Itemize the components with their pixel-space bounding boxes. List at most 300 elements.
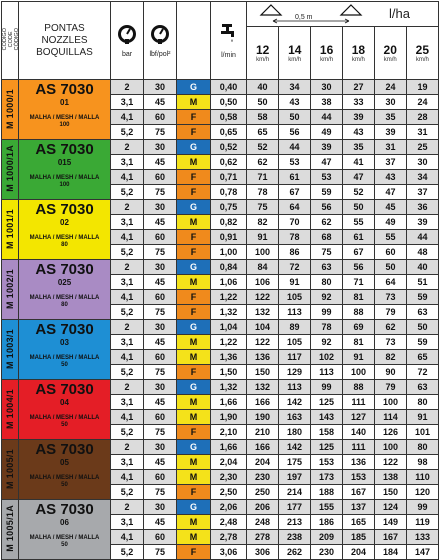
table-row [2, 260, 439, 275]
application-rate: 55 [375, 230, 407, 245]
application-rate: 186 [311, 515, 343, 530]
pressure-psi: 45 [144, 455, 177, 470]
speed-header-table [247, 27, 438, 79]
application-rate: 122 [247, 335, 279, 350]
droplet-class: M [177, 215, 211, 230]
application-rate: 197 [279, 470, 311, 485]
flow-rate: 1,22 [211, 290, 247, 305]
application-rate: 72 [407, 365, 439, 380]
application-rate: 31 [375, 140, 407, 155]
nozzle-sub: 01 [60, 98, 69, 107]
pressure-bar: 3,1 [111, 455, 144, 470]
droplet-class: F [177, 245, 211, 260]
flow-rate: 2,48 [211, 515, 247, 530]
application-rate: 65 [247, 125, 279, 140]
pressure-psi: 45 [144, 275, 177, 290]
pressure-bar: 5,2 [111, 425, 144, 440]
title-pt: PONTAS [44, 22, 85, 34]
pressure-psi-header [144, 2, 177, 80]
application-rate: 177 [279, 500, 311, 515]
application-rate: 125 [311, 395, 343, 410]
application-rate: 78 [311, 320, 343, 335]
application-rate: 28 [407, 110, 439, 125]
pressure-bar: 2 [111, 260, 144, 275]
droplet-class: G [177, 260, 211, 275]
application-rate: 39 [375, 125, 407, 140]
application-rate: 150 [247, 365, 279, 380]
droplet-class: G [177, 380, 211, 395]
application-rate: 190 [247, 410, 279, 425]
nozzle-name [19, 140, 111, 200]
speed-col-5: 20 km/h [374, 27, 406, 79]
nozzle-code-label: M 1002/1 [5, 268, 15, 309]
pressure-psi: 60 [144, 290, 177, 305]
application-rate: 122 [375, 455, 407, 470]
table-row [2, 320, 439, 335]
application-rate: 49 [375, 215, 407, 230]
pressure-psi: 60 [144, 470, 177, 485]
nozzle-mesh-no: 80 [61, 242, 68, 248]
nozzle-name [19, 500, 111, 560]
application-rate: 67 [343, 245, 375, 260]
application-rate: 59 [311, 185, 343, 200]
application-rate: 111 [343, 440, 375, 455]
header-row [2, 2, 439, 80]
nozzle-code-label: M 1000/1 [5, 88, 15, 129]
application-rate: 137 [343, 500, 375, 515]
nozzle-name [19, 200, 111, 260]
application-rate: 88 [343, 305, 375, 320]
application-rate: 79 [375, 380, 407, 395]
nozzle-sub: 015 [57, 158, 72, 167]
application-rate: 56 [311, 200, 343, 215]
nozzle-mesh-no: 80 [61, 302, 68, 308]
nozzle-mesh-no: 50 [61, 542, 68, 548]
application-rate: 88 [343, 380, 375, 395]
pressure-bar: 5,2 [111, 485, 144, 500]
flow-rate: 0,82 [211, 215, 247, 230]
flow-rate: 0,65 [211, 125, 247, 140]
application-rate: 140 [343, 425, 375, 440]
application-rate: 81 [343, 335, 375, 350]
droplet-class: M [177, 455, 211, 470]
application-rate: 238 [279, 530, 311, 545]
application-rate: 149 [375, 515, 407, 530]
droplet-class: M [177, 470, 211, 485]
application-rate: 73 [375, 335, 407, 350]
application-rate: 52 [247, 140, 279, 155]
nozzle-name [19, 440, 111, 500]
application-rate: 64 [375, 275, 407, 290]
application-rate: 91 [279, 275, 311, 290]
application-rate: 82 [247, 215, 279, 230]
application-rate: 84 [247, 260, 279, 275]
application-rate: 53 [279, 155, 311, 170]
application-rate: 39 [407, 215, 439, 230]
application-rate: 73 [375, 290, 407, 305]
application-rate: 43 [375, 170, 407, 185]
table-row [2, 140, 439, 155]
application-rate: 75 [311, 245, 343, 260]
nozzle-name [19, 380, 111, 440]
application-rate: 166 [247, 440, 279, 455]
application-rate: 102 [311, 350, 343, 365]
nozzle-spacing: 0,5 m [295, 14, 313, 21]
pressure-bar: 5,2 [111, 545, 144, 560]
droplet-class: F [177, 485, 211, 500]
nozzle-code [2, 440, 19, 500]
pressure-psi: 30 [144, 380, 177, 395]
application-rate: 153 [311, 455, 343, 470]
code-label-en: CODE [8, 31, 14, 48]
application-rate: 132 [247, 305, 279, 320]
pressure-bar: 3,1 [111, 335, 144, 350]
pressure-psi: 75 [144, 185, 177, 200]
flow-rate: 2,78 [211, 530, 247, 545]
pressure-psi: 30 [144, 320, 177, 335]
application-rate: 99 [311, 305, 343, 320]
application-rate: 40 [407, 260, 439, 275]
pressure-bar: 4,1 [111, 410, 144, 425]
application-rate: 39 [311, 140, 343, 155]
droplet-class: G [177, 200, 211, 215]
application-rate: 44 [279, 140, 311, 155]
flow-rate: 1,36 [211, 350, 247, 365]
title-en: NOZZLES [41, 34, 88, 46]
pressure-bar: 4,1 [111, 110, 144, 125]
rate-unit: l/ha [389, 6, 410, 21]
pressure-bar: 5,2 [111, 305, 144, 320]
application-rate: 92 [311, 335, 343, 350]
nozzle-code [2, 380, 19, 440]
application-rate: 138 [375, 470, 407, 485]
pressure-bar: 2 [111, 500, 144, 515]
pressure-psi: 60 [144, 230, 177, 245]
nozzle-model: AS 7030 [35, 81, 94, 98]
pressure-psi: 45 [144, 335, 177, 350]
application-rate: 91 [247, 230, 279, 245]
application-rate: 113 [279, 305, 311, 320]
table-row [2, 440, 439, 455]
application-rate: 51 [407, 275, 439, 290]
flow-rate: 1,66 [211, 395, 247, 410]
droplet-class: M [177, 155, 211, 170]
flow-rate: 0,62 [211, 155, 247, 170]
application-rate: 166 [247, 395, 279, 410]
nozzle-model: AS 7030 [35, 201, 94, 218]
application-rate: 114 [375, 410, 407, 425]
application-rate: 34 [407, 170, 439, 185]
application-rate: 50 [247, 95, 279, 110]
speed-col-2: 14 km/h [279, 27, 311, 79]
pressure-psi: 75 [144, 365, 177, 380]
pressure-psi: 60 [144, 170, 177, 185]
droplet-class: G [177, 440, 211, 455]
application-rate-header [247, 2, 439, 80]
application-rate: 82 [375, 350, 407, 365]
droplet-class: F [177, 170, 211, 185]
application-rate: 262 [279, 545, 311, 560]
application-rate: 99 [311, 380, 343, 395]
application-rate: 147 [407, 545, 439, 560]
application-rate: 213 [279, 515, 311, 530]
nozzle-sub: 05 [60, 458, 69, 467]
nozzle-code-label: M 1001/1 [5, 208, 15, 249]
pressure-bar: 2 [111, 140, 144, 155]
application-rate: 204 [343, 545, 375, 560]
application-rate: 119 [407, 515, 439, 530]
application-rate: 80 [311, 275, 343, 290]
unit-psi: lbf/pol² [149, 50, 171, 58]
application-rate: 65 [407, 350, 439, 365]
application-rate: 98 [407, 455, 439, 470]
application-rate: 61 [343, 230, 375, 245]
application-rate: 63 [407, 305, 439, 320]
pressure-bar: 5,2 [111, 245, 144, 260]
application-rate: 136 [343, 455, 375, 470]
nozzle-code-label: M 1000/1A [5, 145, 15, 192]
pressure-psi: 30 [144, 140, 177, 155]
application-rate: 30 [375, 95, 407, 110]
application-rate: 31 [407, 125, 439, 140]
application-rate: 43 [279, 95, 311, 110]
nozzle-model: AS 7030 [35, 141, 94, 158]
pressure-bar: 3,1 [111, 215, 144, 230]
flow-rate: 1,32 [211, 305, 247, 320]
flow-rate: 2,30 [211, 470, 247, 485]
flow-rate: 0,50 [211, 95, 247, 110]
application-rate: 105 [279, 290, 311, 305]
code-label-es: CÓDIGO [14, 28, 20, 51]
pressure-bar: 3,1 [111, 95, 144, 110]
flow-rate: 0,52 [211, 140, 247, 155]
application-rate: 79 [375, 305, 407, 320]
nozzle-sub: 02 [60, 218, 69, 227]
application-rate: 59 [407, 290, 439, 305]
pressure-psi: 30 [144, 260, 177, 275]
application-rate: 75 [247, 200, 279, 215]
droplet-class: M [177, 350, 211, 365]
nozzles-header [19, 2, 111, 80]
application-rate: 206 [247, 500, 279, 515]
nozzle-mesh: MALHA / MESH / MALLA [29, 535, 100, 541]
flow-rate: 2,06 [211, 500, 247, 515]
flow-rate: 1,00 [211, 245, 247, 260]
application-rate: 50 [279, 110, 311, 125]
application-rate: 113 [311, 365, 343, 380]
flow-rate: 0,78 [211, 185, 247, 200]
nozzle-model: AS 7030 [35, 321, 94, 338]
application-rate: 71 [247, 170, 279, 185]
application-rate: 61 [279, 170, 311, 185]
droplet-class: F [177, 110, 211, 125]
pressure-psi: 45 [144, 95, 177, 110]
application-rate: 44 [311, 110, 343, 125]
flow-rate: 0,58 [211, 110, 247, 125]
speed-col-1: 12 km/h [247, 27, 279, 79]
pressure-psi: 75 [144, 545, 177, 560]
unit-flow: l/min [221, 51, 236, 59]
application-rate: 100 [247, 245, 279, 260]
droplet-class: M [177, 410, 211, 425]
application-rate: 110 [407, 470, 439, 485]
nozzle-spec-table [1, 1, 439, 560]
pressure-bar: 2 [111, 320, 144, 335]
application-rate: 43 [343, 125, 375, 140]
nozzle-code-label: M 1005/1A [5, 505, 15, 552]
nozzle-mesh: MALHA / MESH / MALLA [29, 115, 100, 121]
application-rate: 27 [343, 80, 375, 95]
application-rate: 173 [311, 470, 343, 485]
application-rate: 100 [375, 395, 407, 410]
pressure-bar: 5,2 [111, 185, 144, 200]
application-rate: 230 [311, 545, 343, 560]
pressure-psi: 30 [144, 440, 177, 455]
nozzle-code [2, 200, 19, 260]
application-rate: 37 [375, 155, 407, 170]
application-rate: 44 [407, 230, 439, 245]
flow-rate: 3,06 [211, 545, 247, 560]
application-rate: 129 [279, 365, 311, 380]
application-rate: 30 [407, 155, 439, 170]
droplet-class: F [177, 125, 211, 140]
pressure-bar: 2 [111, 80, 144, 95]
application-rate: 47 [343, 170, 375, 185]
application-rate: 117 [279, 350, 311, 365]
droplet-class: M [177, 530, 211, 545]
droplet-class: M [177, 95, 211, 110]
droplet-header [177, 2, 211, 80]
nozzle-mesh-no: 50 [61, 422, 68, 428]
gauge-icon [117, 24, 137, 44]
application-rate: 105 [279, 335, 311, 350]
application-rate: 86 [279, 245, 311, 260]
application-rate: 62 [247, 155, 279, 170]
nozzle-model: AS 7030 [35, 441, 94, 458]
application-rate: 25 [407, 140, 439, 155]
droplet-class: F [177, 230, 211, 245]
application-rate: 81 [343, 290, 375, 305]
flow-rate: 1,50 [211, 365, 247, 380]
nozzle-name [19, 320, 111, 380]
flow-rate: 1,06 [211, 275, 247, 290]
flow-rate: 2,04 [211, 455, 247, 470]
pressure-psi: 45 [144, 395, 177, 410]
flow-rate: 2,50 [211, 485, 247, 500]
application-rate: 120 [407, 485, 439, 500]
nozzle-mesh-no: 100 [59, 182, 70, 188]
table-row [2, 380, 439, 395]
nozzle-model: AS 7030 [35, 261, 94, 278]
pressure-bar: 4,1 [111, 470, 144, 485]
nozzle-sub: 06 [60, 518, 69, 527]
application-rate: 63 [311, 260, 343, 275]
application-rate: 55 [343, 215, 375, 230]
nozzle-code [2, 80, 19, 140]
pressure-bar: 5,2 [111, 125, 144, 140]
flow-rate: 1,66 [211, 440, 247, 455]
table-row [2, 80, 439, 95]
application-rate: 67 [279, 185, 311, 200]
application-rate: 91 [407, 410, 439, 425]
application-rate: 142 [279, 440, 311, 455]
nozzle-mesh-no: 50 [61, 482, 68, 488]
nozzle-mesh: MALHA / MESH / MALLA [29, 295, 100, 301]
application-rate: 80 [407, 395, 439, 410]
pressure-psi: 45 [144, 155, 177, 170]
application-rate: 63 [407, 380, 439, 395]
nozzle-mesh: MALHA / MESH / MALLA [29, 415, 100, 421]
application-rate: 124 [375, 500, 407, 515]
droplet-class: M [177, 515, 211, 530]
application-rate: 143 [311, 410, 343, 425]
nozzle-code [2, 500, 19, 560]
application-rate: 210 [247, 425, 279, 440]
application-rate: 35 [343, 140, 375, 155]
pressure-psi: 60 [144, 530, 177, 545]
pressure-psi: 60 [144, 410, 177, 425]
application-rate: 100 [375, 440, 407, 455]
application-rate: 50 [375, 260, 407, 275]
pressure-bar: 2 [111, 440, 144, 455]
code-header [2, 2, 19, 80]
application-rate: 70 [279, 215, 311, 230]
application-rate: 306 [247, 545, 279, 560]
droplet-class: M [177, 275, 211, 290]
droplet-class: F [177, 305, 211, 320]
application-rate: 36 [407, 200, 439, 215]
pressure-psi: 75 [144, 425, 177, 440]
pressure-psi: 75 [144, 245, 177, 260]
code-label-pt: CÓDIGO [2, 28, 8, 51]
droplet-class: F [177, 545, 211, 560]
flow-rate: 1,90 [211, 410, 247, 425]
droplet-class: G [177, 500, 211, 515]
nozzle-sub: 025 [57, 278, 72, 287]
application-rate: 158 [311, 425, 343, 440]
pressure-psi: 30 [144, 500, 177, 515]
application-rate: 34 [279, 80, 311, 95]
pressure-bar: 4,1 [111, 290, 144, 305]
application-rate: 113 [279, 380, 311, 395]
application-rate: 62 [311, 215, 343, 230]
application-rate: 47 [311, 155, 343, 170]
application-rate: 122 [247, 290, 279, 305]
nozzle-model: AS 7030 [35, 381, 94, 398]
title-es: BOQUILLAS [36, 46, 93, 58]
flow-rate: 0,75 [211, 200, 247, 215]
application-rate: 132 [247, 380, 279, 395]
nozzle-sub: 04 [60, 398, 69, 407]
speed-col-6: 25 km/h [406, 27, 438, 79]
application-rate: 125 [311, 440, 343, 455]
application-rate: 53 [311, 170, 343, 185]
application-rate: 39 [343, 110, 375, 125]
application-rate: 52 [343, 185, 375, 200]
application-rate: 89 [279, 320, 311, 335]
pressure-bar: 3,1 [111, 155, 144, 170]
droplet-class: F [177, 425, 211, 440]
application-rate: 48 [407, 245, 439, 260]
nozzle-code [2, 260, 19, 320]
application-rate: 19 [407, 80, 439, 95]
speed-col-3: 16 km/h [311, 27, 343, 79]
nozzle-sub: 03 [60, 338, 69, 347]
nozzle-mesh: MALHA / MESH / MALLA [29, 235, 100, 241]
application-rate: 38 [311, 95, 343, 110]
application-rate: 92 [311, 290, 343, 305]
application-rate: 142 [279, 395, 311, 410]
